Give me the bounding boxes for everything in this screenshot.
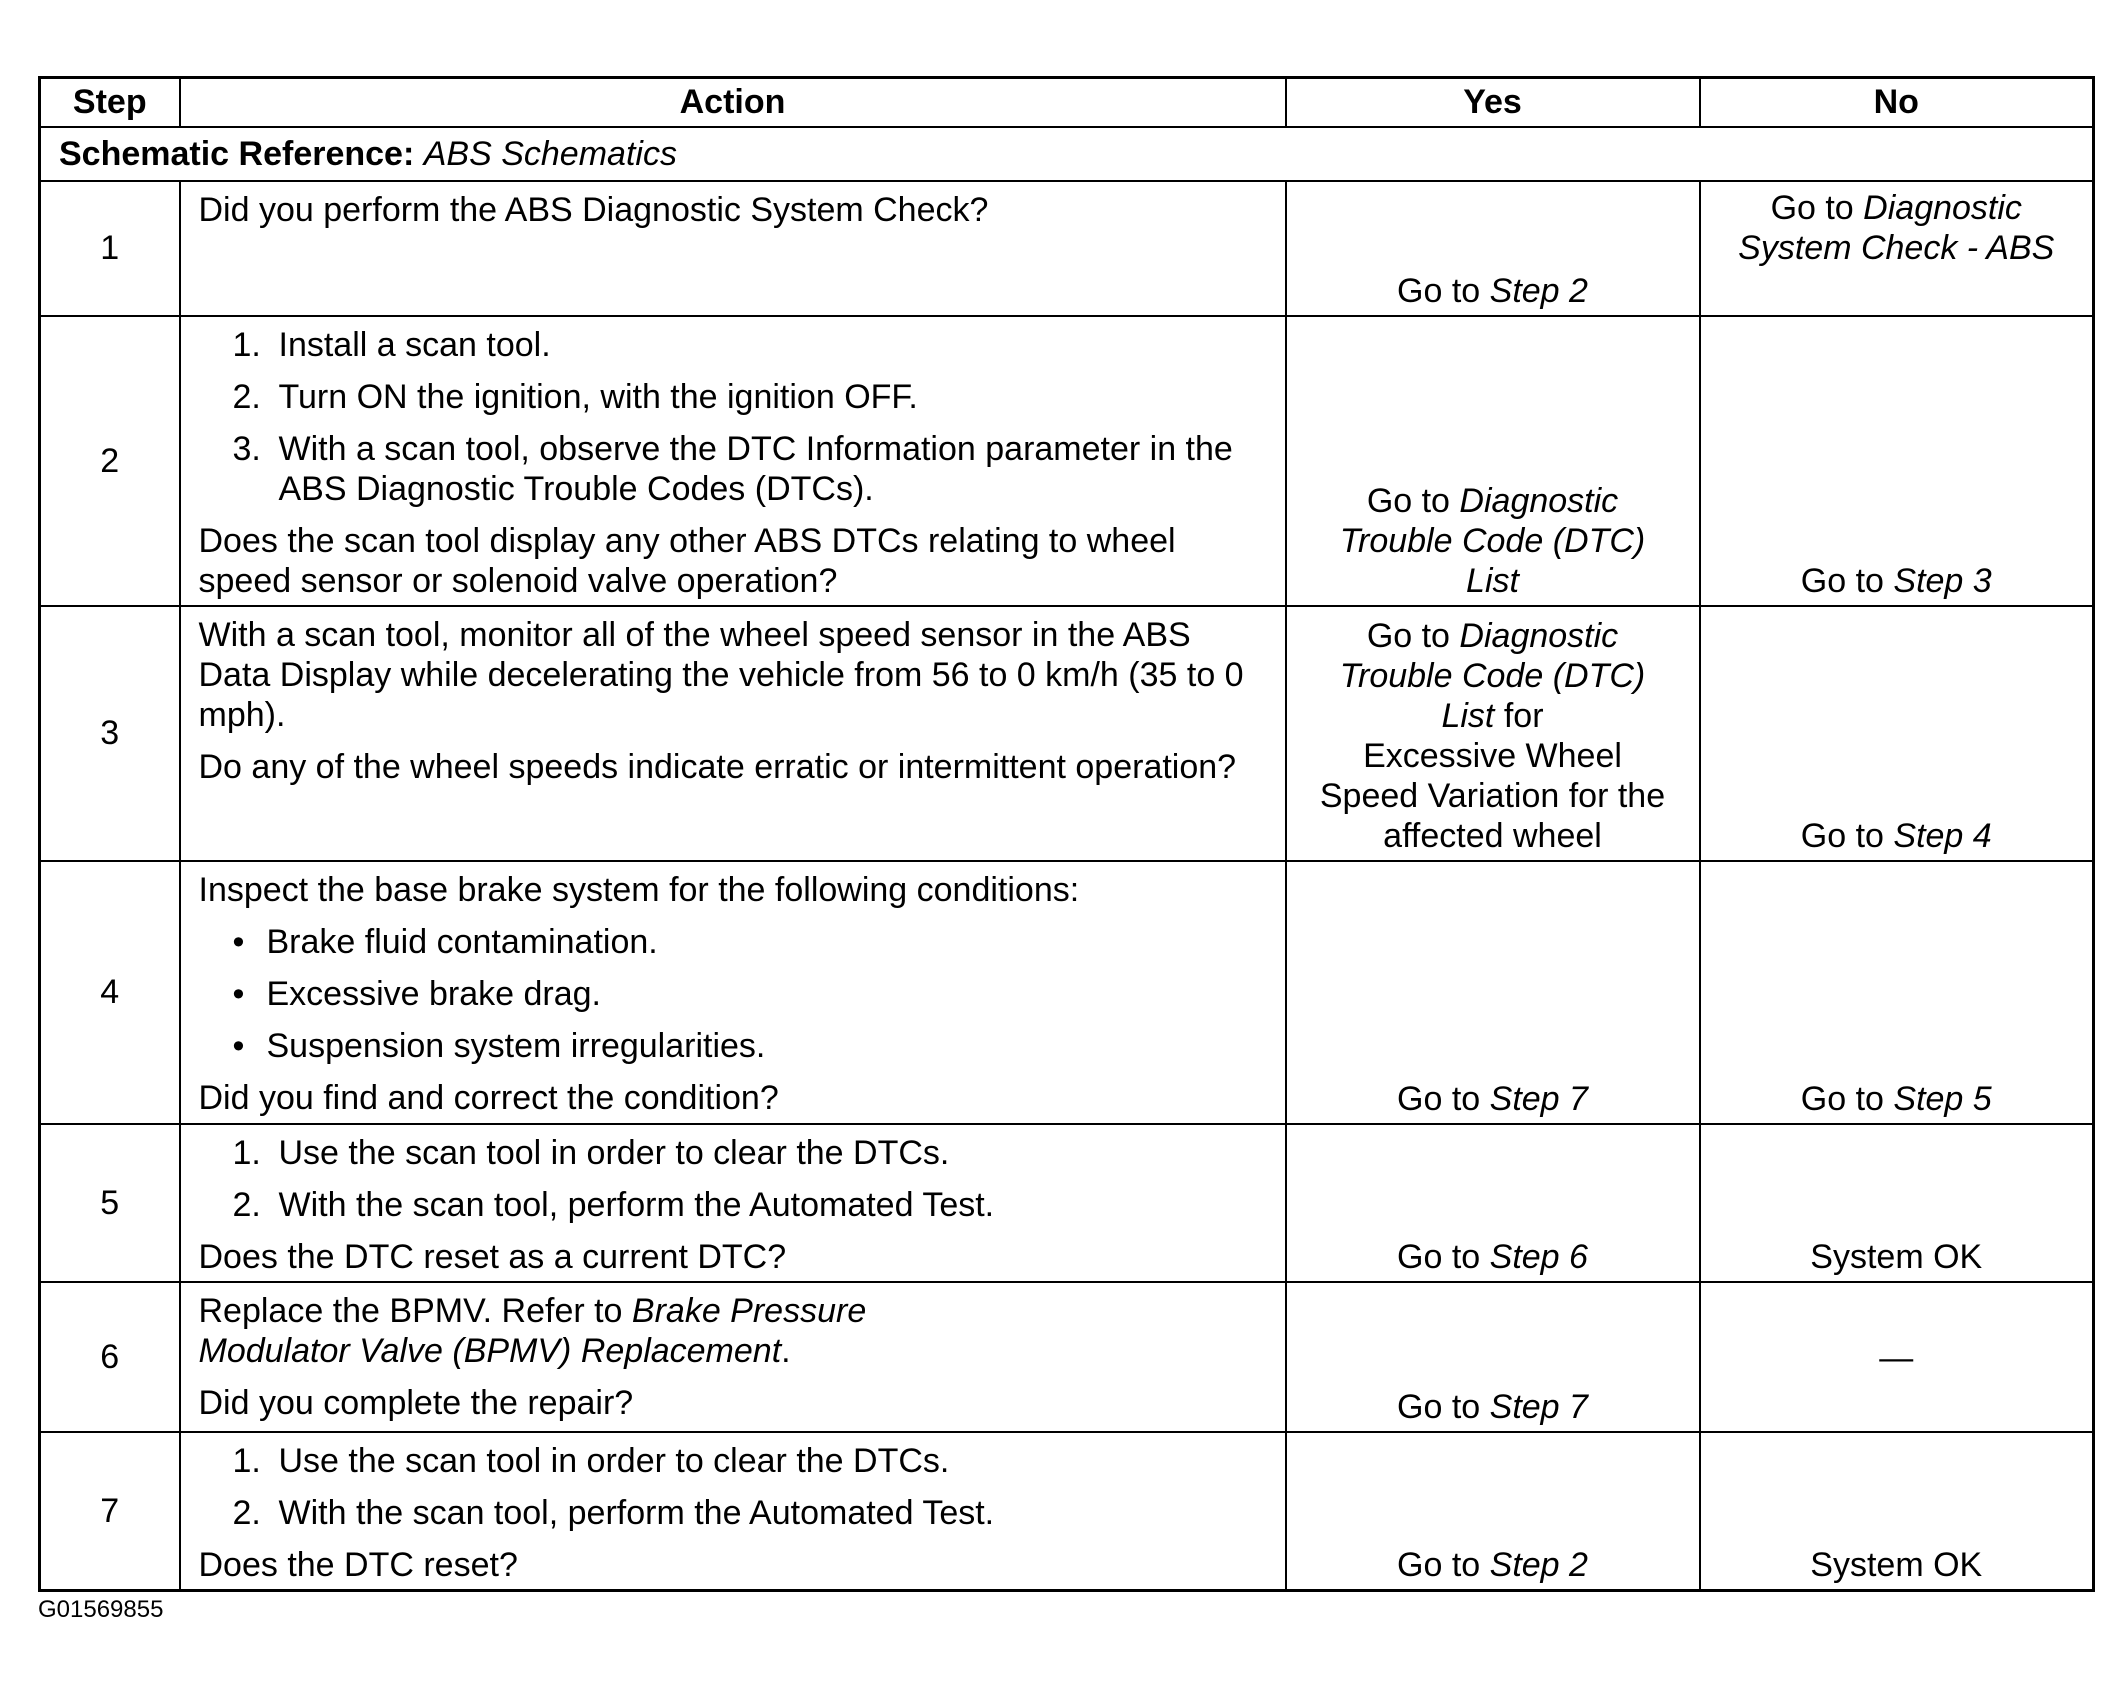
action-cell: [180, 606, 1286, 861]
yes-cell: [1286, 1432, 1700, 1591]
action-text: Did you perform the ABS Diagnostic System Check?: [198, 191, 989, 229]
no-link: System Check - ABS: [1738, 229, 2055, 267]
yes-cell: [1286, 861, 1700, 1124]
yes-cell: [1286, 606, 1700, 861]
no-cell: —: [1700, 1282, 2094, 1432]
diagnostic-table: [38, 76, 2095, 1592]
yes-text: Go to: [1366, 482, 1460, 520]
yes-cell: [1286, 1282, 1700, 1432]
bullet: •: [232, 1027, 245, 1065]
yes-link: Diagnostic: [1459, 482, 1619, 520]
yes-link: Step 2: [1489, 1546, 1588, 1584]
item-text: Turn ON the ignition, with the ignition OFF.: [278, 378, 918, 416]
list-item: [199, 325, 1267, 365]
step-number: 3: [40, 606, 180, 861]
yes-text: Speed Variation for the: [1319, 777, 1666, 815]
yes-link: Diagnostic: [1459, 617, 1619, 655]
yes-link: List: [1466, 562, 1519, 600]
yes-link: Trouble Code (DTC): [1339, 657, 1646, 695]
header-step: Step: [40, 78, 180, 128]
header-yes: Yes: [1286, 78, 1700, 128]
list-item: [199, 1441, 1267, 1481]
item-text: Install a scan tool.: [278, 326, 551, 364]
yes-link: Trouble Code (DTC): [1339, 522, 1646, 560]
schematic-label: Schematic Reference:: [59, 134, 415, 173]
yes-link: Step 7: [1489, 1080, 1588, 1118]
action-cell: [180, 1432, 1286, 1591]
action-cell: [180, 861, 1286, 1124]
schematic-reference: [40, 127, 2094, 181]
no-link: Step 5: [1893, 1080, 1992, 1118]
yes-text: Go to: [1366, 617, 1460, 655]
step-number: 6: [40, 1282, 180, 1432]
item-number: 2.: [232, 1186, 261, 1224]
figure-id: G01569855: [38, 1596, 164, 1623]
item-text: Use the scan tool in order to clear the DTCs.: [278, 1442, 950, 1480]
table-row: [40, 316, 2094, 606]
no-cell: [1700, 861, 2094, 1124]
no-cell: [1700, 181, 2094, 316]
item-text: Suspension system irregularities.: [266, 1027, 766, 1065]
procedure-link: Brake Pressure Modulator Valve (BPMV) Replacement: [198, 1292, 867, 1370]
yes-cell: [1286, 181, 1700, 316]
action-cell: [180, 1282, 1286, 1432]
no-cell: [1700, 316, 2094, 606]
question-text: Does the DTC reset as a current DTC?: [198, 1238, 787, 1276]
step-number: 4: [40, 861, 180, 1124]
list-item: [199, 1493, 1267, 1533]
list-item: [199, 1133, 1267, 1173]
action-cell: [180, 316, 1286, 606]
item-number: 3.: [232, 430, 261, 468]
schematic-link: ABS Schematics: [423, 134, 677, 173]
question-text: Did you find and correct the condition?: [198, 1079, 779, 1117]
no-text: Go to: [1800, 1080, 1894, 1118]
yes-text: Go to: [1397, 1238, 1490, 1276]
step-number: 7: [40, 1432, 180, 1591]
yes-text: Go to: [1397, 1388, 1490, 1426]
action-cell: [180, 1124, 1286, 1282]
yes-link: List: [1441, 697, 1495, 735]
no-link: Step 4: [1893, 817, 1992, 855]
yes-text: Go to: [1397, 1080, 1490, 1118]
yes-text: affected wheel: [1383, 817, 1602, 855]
no-link: Diagnostic: [1863, 189, 2022, 227]
yes-text: Go to: [1397, 1546, 1490, 1584]
yes-text: for: [1494, 697, 1544, 735]
bullet: •: [232, 923, 245, 961]
action-text: Inspect the base brake system for the following conditions:: [198, 871, 1080, 909]
item-text: With the scan tool, perform the Automated Test.: [278, 1186, 995, 1224]
item-text: Use the scan tool in order to clear the DTCs.: [278, 1134, 950, 1172]
list-item: [199, 922, 1267, 962]
action-text: [199, 1291, 1267, 1371]
action-text-part: .: [781, 1332, 791, 1370]
header-action: Action: [180, 78, 1286, 128]
no-text: Go to: [1800, 562, 1894, 600]
list-item: [199, 1026, 1267, 1066]
yes-cell: [1286, 316, 1700, 606]
action-text-part: Replace the BPMV. Refer to: [198, 1292, 632, 1330]
no-link: Step 3: [1893, 562, 1992, 600]
question-text: Did you complete the repair?: [198, 1384, 634, 1422]
header-row: [40, 78, 2094, 128]
table-row: [40, 606, 2094, 861]
list-item: [199, 1185, 1267, 1225]
schematic-row: [40, 127, 2094, 181]
action-text: With a scan tool, monitor all of the wheel speed sensor in the ABS Data Display while decelerating the vehicle from 56 to 0 km/h (35 to 0 mph).: [198, 616, 1244, 734]
item-text: With the scan tool, perform the Automated Test.: [278, 1494, 995, 1532]
yes-text: Excessive Wheel: [1363, 737, 1622, 775]
no-text: Go to: [1800, 817, 1894, 855]
header-no: No: [1700, 78, 2094, 128]
yes-link: Step 2: [1489, 272, 1588, 310]
action-cell: [180, 181, 1286, 316]
yes-link: Step 6: [1489, 1238, 1588, 1276]
item-number: 1.: [232, 1134, 261, 1172]
list-item: [199, 974, 1267, 1014]
step-number: 5: [40, 1124, 180, 1282]
table-row: [40, 861, 2094, 1124]
question-text: Does the DTC reset?: [198, 1546, 518, 1584]
no-text: Go to: [1770, 189, 1864, 227]
table-row: [40, 1124, 2094, 1282]
item-number: 2.: [232, 1494, 261, 1532]
bullet: •: [232, 975, 245, 1013]
question-text: Does the scan tool display any other ABS DTCs relating to wheel speed sensor or solenoid valve operation?: [198, 522, 1176, 600]
item-number: 1.: [232, 1442, 261, 1480]
item-text: Excessive brake drag.: [266, 975, 601, 1013]
no-cell: System OK: [1700, 1124, 2094, 1282]
list-item: [199, 377, 1267, 417]
item-text: With a scan tool, observe the DTC Information parameter in the ABS Diagnostic Trouble Codes (DTCs).: [278, 430, 1233, 508]
table-row: [40, 181, 2094, 316]
no-cell: System OK: [1700, 1432, 2094, 1591]
item-number: 1.: [232, 326, 261, 364]
table-row: [40, 1282, 2094, 1432]
list-item: [199, 429, 1267, 509]
yes-cell: [1286, 1124, 1700, 1282]
yes-text: Go to: [1397, 272, 1490, 310]
no-cell: [1700, 606, 2094, 861]
step-number: 2: [40, 316, 180, 606]
step-number: 1: [40, 181, 180, 316]
item-text: Brake fluid contamination.: [266, 923, 658, 961]
question-text: Do any of the wheel speeds indicate erratic or intermittent operation?: [198, 748, 1237, 786]
item-number: 2.: [232, 378, 261, 416]
table-row: [40, 1432, 2094, 1591]
yes-link: Step 7: [1489, 1388, 1588, 1426]
